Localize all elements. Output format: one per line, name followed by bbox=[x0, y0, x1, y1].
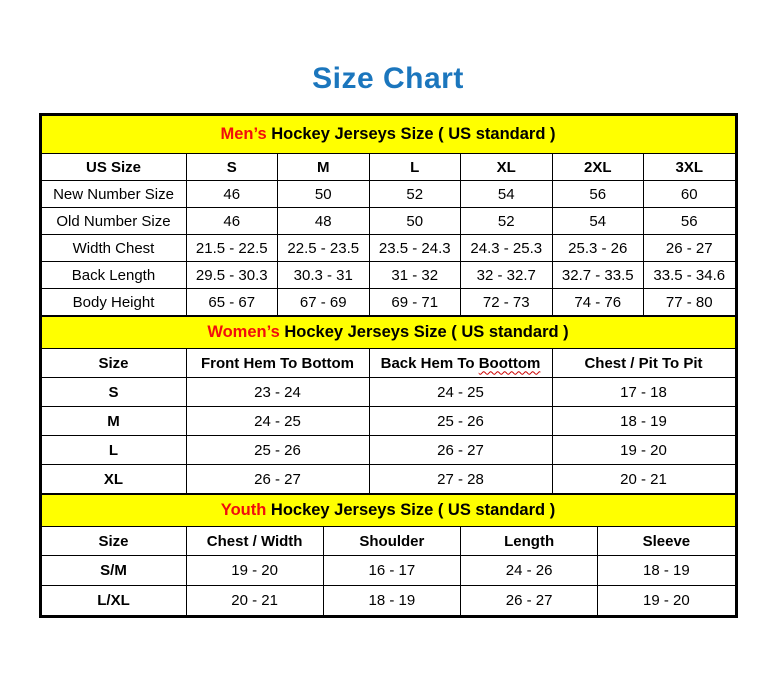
youth-banner-text: Hockey Jerseys Size ( US standard ) bbox=[266, 501, 556, 519]
size-cell: 54 bbox=[461, 181, 553, 208]
size-cell: 27 - 28 bbox=[369, 465, 552, 494]
size-cell: 33.5 - 34.6 bbox=[644, 262, 736, 289]
size-cell: 60 bbox=[644, 181, 736, 208]
size-cell: 21.5 - 22.5 bbox=[186, 235, 278, 262]
size-cell: 24 - 25 bbox=[369, 378, 552, 407]
youth-banner-highlight: Youth bbox=[220, 501, 267, 519]
row-label: M bbox=[41, 407, 186, 436]
womens-banner-text: Hockey Jerseys Size ( US standard ) bbox=[279, 323, 569, 341]
mens-banner-highlight: Men’s bbox=[220, 125, 267, 143]
size-cell: 19 - 20 bbox=[186, 556, 323, 586]
size-cell: 26 - 27 bbox=[461, 586, 598, 616]
size-cell: 26 - 27 bbox=[369, 436, 552, 465]
size-cell: 19 - 20 bbox=[598, 586, 735, 616]
size-chart-container bbox=[39, 113, 738, 618]
size-cell: 72 - 73 bbox=[461, 289, 553, 316]
row-label: S/M bbox=[41, 556, 186, 586]
size-cell: 46 bbox=[186, 208, 278, 235]
row-label: Old Number Size bbox=[41, 208, 186, 235]
size-cell: 69 - 71 bbox=[369, 289, 461, 316]
size-cell: 46 bbox=[186, 181, 278, 208]
size-cell: 25 - 26 bbox=[369, 407, 552, 436]
size-cell: 52 bbox=[461, 208, 553, 235]
size-cell: 50 bbox=[278, 181, 370, 208]
column-header: XL bbox=[461, 154, 553, 181]
size-cell: 23.5 - 24.3 bbox=[369, 235, 461, 262]
column-header: L bbox=[369, 154, 461, 181]
table-row bbox=[41, 465, 735, 494]
size-cell: 20 - 21 bbox=[186, 586, 323, 616]
size-cell: 29.5 - 30.3 bbox=[186, 262, 278, 289]
size-cell: 31 - 32 bbox=[369, 262, 461, 289]
size-cell: 67 - 69 bbox=[278, 289, 370, 316]
size-cell: 77 - 80 bbox=[644, 289, 736, 316]
size-cell: 24 - 26 bbox=[461, 556, 598, 586]
size-cell: 65 - 67 bbox=[186, 289, 278, 316]
size-cell: 18 - 19 bbox=[323, 586, 460, 616]
womens-banner-row bbox=[41, 317, 735, 349]
size-cell: 48 bbox=[278, 208, 370, 235]
size-cell: 23 - 24 bbox=[186, 378, 369, 407]
womens-size-table bbox=[41, 316, 736, 494]
column-header: Chest / Width bbox=[186, 527, 323, 556]
table-row bbox=[41, 262, 735, 289]
column-header: 3XL bbox=[644, 154, 736, 181]
table-row bbox=[41, 289, 735, 316]
column-header: Length bbox=[461, 527, 598, 556]
size-cell: 18 - 19 bbox=[552, 407, 735, 436]
size-cell: 54 bbox=[552, 208, 644, 235]
row-label: S bbox=[41, 378, 186, 407]
table-row bbox=[41, 407, 735, 436]
column-header: Sleeve bbox=[598, 527, 735, 556]
mens-banner-row bbox=[41, 116, 735, 154]
womens-banner bbox=[41, 317, 735, 349]
womens-header-row bbox=[41, 349, 735, 378]
size-cell: 24.3 - 25.3 bbox=[461, 235, 553, 262]
table-row bbox=[41, 436, 735, 465]
size-cell: 16 - 17 bbox=[323, 556, 460, 586]
column-header bbox=[369, 349, 552, 378]
womens-banner-highlight: Women’s bbox=[207, 323, 280, 341]
mens-size-table bbox=[41, 115, 736, 316]
size-cell: 19 - 20 bbox=[552, 436, 735, 465]
table-row bbox=[41, 235, 735, 262]
column-header: Front Hem To Bottom bbox=[186, 349, 369, 378]
table-row bbox=[41, 208, 735, 235]
column-header: Shoulder bbox=[323, 527, 460, 556]
column-header: S bbox=[186, 154, 278, 181]
misspelled-word: Boottom bbox=[478, 354, 541, 372]
mens-banner bbox=[41, 116, 735, 154]
table-row bbox=[41, 181, 735, 208]
column-header-text: Back Hem To bbox=[380, 354, 475, 372]
size-cell: 25.3 - 26 bbox=[552, 235, 644, 262]
size-cell: 32 - 32.7 bbox=[461, 262, 553, 289]
column-header: Size bbox=[41, 349, 186, 378]
youth-size-table bbox=[41, 494, 736, 616]
size-cell: 17 - 18 bbox=[552, 378, 735, 407]
mens-header-row bbox=[41, 154, 735, 181]
size-cell: 30.3 - 31 bbox=[278, 262, 370, 289]
youth-banner bbox=[41, 495, 735, 527]
size-cell: 32.7 - 33.5 bbox=[552, 262, 644, 289]
size-cell: 25 - 26 bbox=[186, 436, 369, 465]
row-label: Body Height bbox=[41, 289, 186, 316]
row-label: L bbox=[41, 436, 186, 465]
column-header: 2XL bbox=[552, 154, 644, 181]
size-cell: 56 bbox=[552, 181, 644, 208]
row-label: Back Length bbox=[41, 262, 186, 289]
size-cell: 74 - 76 bbox=[552, 289, 644, 316]
column-header: M bbox=[278, 154, 370, 181]
column-header: Size bbox=[41, 527, 186, 556]
row-label: L/XL bbox=[41, 586, 186, 616]
table-row bbox=[41, 556, 735, 586]
size-cell: 18 - 19 bbox=[598, 556, 735, 586]
column-header: US Size bbox=[41, 154, 186, 181]
size-cell: 22.5 - 23.5 bbox=[278, 235, 370, 262]
table-row bbox=[41, 586, 735, 616]
youth-banner-row bbox=[41, 495, 735, 527]
size-cell: 26 - 27 bbox=[644, 235, 736, 262]
size-cell: 20 - 21 bbox=[552, 465, 735, 494]
size-cell: 52 bbox=[369, 181, 461, 208]
column-header: Chest / Pit To Pit bbox=[552, 349, 735, 378]
row-label: New Number Size bbox=[41, 181, 186, 208]
row-label: XL bbox=[41, 465, 186, 494]
youth-header-row bbox=[41, 527, 735, 556]
row-label: Width Chest bbox=[41, 235, 186, 262]
size-cell: 50 bbox=[369, 208, 461, 235]
size-cell: 56 bbox=[644, 208, 736, 235]
size-cell: 26 - 27 bbox=[186, 465, 369, 494]
mens-banner-text: Hockey Jerseys Size ( US standard ) bbox=[266, 125, 556, 143]
size-cell: 24 - 25 bbox=[186, 407, 369, 436]
page-title: Size Chart bbox=[312, 62, 464, 95]
table-row bbox=[41, 378, 735, 407]
